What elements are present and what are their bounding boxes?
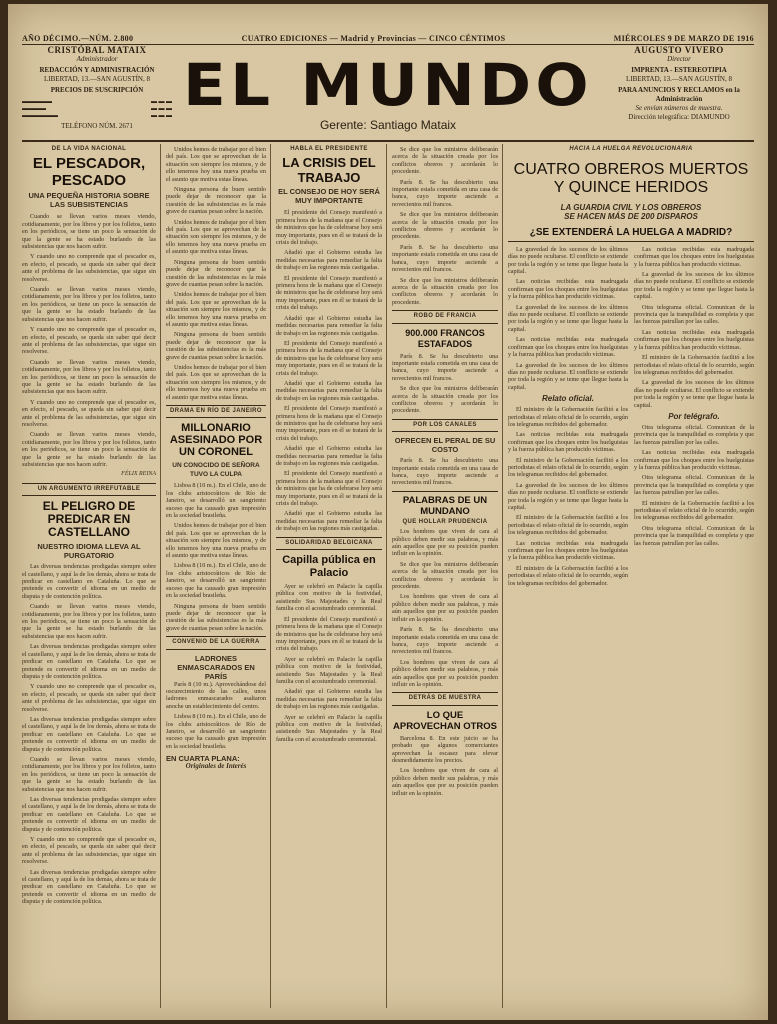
- article-body: El ministro de la Gobernación facilitó a los periodistas el relato oficial de lo ocurrido, según los telegramas recibidos del gobernador.: [508, 456, 628, 479]
- article-body: Las noticias recibidas esta madrugada confirman que los choques entre los huelguistas y la fuerza pública han producido víctimas.: [508, 539, 628, 562]
- kicker: UN ARGUMENTO IRREFUTABLE: [37, 485, 141, 492]
- article-body: Se dice que los ministros deliberarán acerca de la situación creada por los conflictos obreros y acordarán lo procedente.: [392, 276, 498, 306]
- newspaper-page: [8, 4, 768, 1020]
- subheadline: EL CONSEJO DE HOY SERÁ MUY IMPORTANTE: [278, 187, 380, 206]
- masthead-center: [183, 51, 593, 132]
- article-body: Ayer se celebró en Palacio la capilla pública con motivo de la festividad, asistiendo Sus Majestades y la Real familia con el acostumbrado ceremonial.: [276, 655, 382, 685]
- section-break: [392, 310, 498, 323]
- article-body: Ninguna persona de buen sentido puede dejar de reconocer que la cuestión de las subsistencias es la más grave de cuantas pesan sobre la nación.: [166, 186, 266, 216]
- headline: EL PELIGRO DE PREDICAR EN CASTELLANO: [42, 499, 136, 540]
- article-body: Y cuando uno no comprende que el pescador es, en efecto, el pescado, se queda sin saber qué decir ante el problema de las subsistencias, que sigue sin resolverse.: [22, 398, 156, 428]
- article-body: Unidos hemos de trabajar por el bien del país. Los que se aprovechan de la situación son siempre los mismos, y de ello tenemos hoy una nueva prueba en el asunto que motiva estas líneas.: [166, 291, 266, 328]
- issue-number: AÑO DÉCIMO.—NÚM. 2.800: [22, 34, 134, 43]
- article-body: El ministro de la Gobernación facilitó a los periodistas el relato oficial de lo ocurrido, según los telegramas recibidos del gobernador.: [508, 406, 628, 428]
- subheadline: LA GUARDIA CIVIL Y LOS OBREROS: [560, 203, 702, 213]
- administrator-name: CRISTÓBAL MATAIX: [47, 45, 147, 55]
- editorial-address: LIBERTAD, 13.—SAN AGUSTÍN, 8: [44, 75, 150, 83]
- newspaper-title: EL MUNDO: [183, 51, 593, 119]
- article-body: Unidos hemos de trabajar por el bien del país. Los que se aprovechan de la situación son siempre los mismos, y de ello tenemos hoy una nueva prueba en el asunto que motiva estas líneas.: [166, 218, 266, 256]
- section-break: [392, 419, 498, 432]
- subheadline: SE HACEN MÁS DE 200 DISPAROS: [564, 212, 698, 222]
- printing-address: LIBERTAD, 13.—SAN AGUSTÍN, 8: [626, 75, 732, 83]
- footer-label: EN CUARTA PLANA:: [166, 754, 240, 764]
- article-body: Los hombres que viven de cara al público deben medir sus palabras, y más aún aquellos que por su posición pueden influir en la opinión.: [392, 658, 498, 688]
- article-body: Las diversas tendencias prodigadas siempre sobre el castellano, y aquí la de los demás, ahora se trata de predicar en castellano en Cataluña. Lo que se pretende es convertir el idioma en un medio de disputa y de contención política.: [22, 796, 156, 833]
- masthead: [22, 46, 754, 138]
- article-body: Las noticias recibidas esta madrugada confirman que los choques entre los huelguistas y la fuerza pública han producido víctimas.: [508, 431, 628, 454]
- article-body: París 8. Se ha descubierto una importante estafa cometida en una casa de banca, cuyo importe asciende a novecientos mil francos.: [392, 626, 498, 656]
- article-body: El ministro de la Gobernación facilitó a los periodistas el relato oficial de lo ocurrido, según los telegramas recibidos del gobernador.: [508, 514, 628, 537]
- article-body: Se dice que los ministros deliberarán acerca de la situación creada por los conflictos obreros y acordarán lo procedente.: [392, 385, 498, 415]
- section-break: [166, 636, 266, 649]
- article-body: Añadió que el Gobierno estudia las medidas necesarias para remediar la falta de trabajo en las regiones más castigadas.: [276, 249, 382, 272]
- article-body: París 8. Se ha descubierto una importante estafa cometida en una casa de banca, cuyo importe asciende a novecientos mil francos.: [392, 457, 498, 487]
- column-rule: [270, 144, 271, 1008]
- article-body: Y cuando uno no comprende que el pescador es, en efecto, el pescado, se queda sin saber qué decir ante el problema de las subsistencias, que sigue sin resolverse.: [22, 836, 156, 866]
- article-body: Otra telegrama oficial. Comunican de la provincia que la tranquilidad es completa y que las fuerzas patrullan por las calles.: [634, 303, 754, 326]
- kicker: DE LA VIDA NACIONAL: [51, 146, 127, 152]
- headline: PALABRAS DE UN MUNDANO: [392, 491, 498, 517]
- article-body: El presidente del Consejo manifestó a primera hora de la mañana que el Consejo de ministros que ha de celebrarse hoy será muy importante, pues en él se tratará de la crisis del trabajo.: [276, 470, 382, 508]
- kicker: DETRÁS DE MUESTRA: [408, 695, 482, 702]
- article-body: La gravedad de los sucesos de los últimos días no puede ocultarse. El conflicto se extiende por toda la región y se teme que llegue hasta la capital.: [634, 271, 754, 301]
- kicker: ROBO DE FRANCIA: [413, 313, 477, 320]
- kicker: HACIA LA HUELGA REVOLUCIONARIA: [569, 146, 693, 152]
- article-body: Barcelona 8. En este juicio se ha probado que algunos comerciantes aprovechan la escasez para elevar desmedidamente los precios.: [392, 734, 498, 764]
- masthead-left: [22, 46, 172, 131]
- article-body: Los hombres que viven de cara al público deben medir sus palabras, y más aún aquellos que por su posición pueden influir en la opinión.: [392, 767, 498, 797]
- headline: LA CRISIS DEL TRABAJO: [282, 155, 376, 186]
- article-body: Unidos hemos de trabajar por el bien del país. Los que se aprovechan de la situación son siempre los mismos, y de ello tenemos hoy una nueva prueba en el asunto que motiva estas líneas.: [166, 146, 266, 183]
- article-body: Los hombres que viven de cara al público deben medir sus palabras, y más aún aquellos que por su posición pueden influir en la opinión.: [392, 593, 498, 623]
- section-title: Por telégrafo.: [668, 411, 720, 421]
- director-role: Director: [667, 55, 691, 63]
- article-body: Ayer se celebró en Palacio la capilla pública con motivo de la festividad, asistiendo Sus Majestades y la Real familia con el acostumbrado ceremonial.: [276, 583, 382, 613]
- article-body: Las noticias recibidas esta madrugada confirman que los choques entre los huelguistas y la fuerza pública han producido víctimas.: [634, 328, 754, 351]
- kicker: SOLIDARIDAD BELGICANA: [285, 539, 373, 546]
- article-body: Lisboa 8 (10 m.). En el Chile, uno de los clubs aristocráticos de Río de Janeiro, se desarrolló un sangriento suceso que ha causado gran impresión en la sociedad brasileña.: [166, 482, 266, 520]
- article-body: Unidos hemos de trabajar por el bien del país. Los que se aprovechan de la situación son siempre los mismos, y de ello tenemos hoy una nueva prueba en el asunto que motiva estas líneas.: [166, 363, 266, 401]
- issue-date: MIÉRCOLES 9 DE MARZO DE 1916: [613, 34, 754, 43]
- column-3: [276, 146, 382, 746]
- subcolumn-left: [508, 246, 628, 590]
- signature: FÉLIX REINA: [121, 471, 156, 478]
- column-5: [508, 146, 754, 590]
- article-body: Las diversas tendencias prodigadas siempre sobre el castellano, y aquí la de los demás, ahora se trata de predicar en castellano en Cataluña. Lo que se pretende es convertir el idioma en un medio de disputa y de contención política.: [22, 563, 156, 600]
- subscription-prices: PRECIOS DE SUSCRIPCIÓN: [50, 86, 144, 94]
- article-body: Y cuando uno no comprende que el pescador es, en efecto, el pescado, se queda sin saber qué decir ante el problema de las subsistencias, que sigue sin resolverse.: [22, 326, 156, 356]
- article-body: Los hombres que viven de cara al público deben medir sus palabras, y más aún aquellos que por su posición pueden influir en la opinión.: [392, 528, 498, 558]
- article-body: Se dice que los ministros deliberarán acerca de la situación creada por los conflictos obreros y acordarán lo procedente.: [392, 560, 498, 591]
- article-body: Añadió que el Gobierno estudia las medidas necesarias para remediar la falta de trabajo en las regiones más castigadas.: [276, 688, 382, 711]
- divider: [22, 140, 754, 142]
- telegraph-address: Dirección telegráfica: DIAMUNDO: [628, 113, 730, 121]
- column-2: [166, 146, 266, 771]
- kicker: HABLA EL PRESIDENTE: [290, 146, 368, 152]
- article-body: París 8. Se ha descubierto una importante estafa cometida en una casa de banca, cuyo importe asciende a novecientos mil francos.: [392, 178, 498, 208]
- printing-office: IMPRENTA - ESTEREOTIPIA: [631, 66, 727, 74]
- subheadline: NUESTRO IDIOMA LLEVA AL PURGATORIO: [37, 542, 141, 561]
- article-body: El ministro de la Gobernación facilitó a los periodistas el relato oficial de lo ocurrido, según los telegramas recibidos del gobernador.: [634, 354, 754, 376]
- article-body: Y cuando uno no comprende que el pescador es, en efecto, el pescado, se queda sin saber qué decir ante el problema de las subsistencias, que sigue sin resolverse.: [22, 253, 156, 283]
- article-body: Ninguna persona de buen sentido puede dejar de reconocer que la cuestión de las subsistencias es la más grave de cuantas pesan sobre la nación.: [166, 258, 266, 288]
- administrator-role: Administrador: [76, 55, 118, 63]
- column-rule: [502, 144, 503, 1008]
- article-body: París 8. Se ha descubierto una importante estafa cometida en una casa de banca, cuyo importe asciende a novecientos mil francos.: [392, 243, 498, 274]
- footer-note: Originales de Interés: [185, 762, 247, 771]
- ads-info: PARA ANUNCIOS Y RECLAMOS en la Administración: [618, 86, 740, 103]
- article-body: Añadió que el Gobierno estudia las medidas necesarias para remediar la falta de trabajo en las regiones más castigadas.: [276, 379, 382, 402]
- article-body: Añadió que el Gobierno estudia las medidas necesarias para remediar la falta de trabajo en las regiones más castigadas.: [276, 314, 382, 337]
- article-body: Las noticias recibidas esta madrugada confirman que los choques entre los huelguistas y la fuerza pública han producido víctimas.: [508, 336, 628, 359]
- phone-number: TELÉFONO NÚM. 2671: [61, 122, 133, 130]
- article-body: El ministro de la Gobernación facilitó a los periodistas el relato oficial de lo ocurrido, según los telegramas recibidos del gobernador.: [634, 499, 754, 522]
- section-break: [166, 405, 266, 418]
- article-body: Añadió que el Gobierno estudia las medidas necesarias para remediar la falta de trabajo en las regiones más castigadas.: [276, 510, 382, 533]
- price-table: ▬▬▬▬▬ ▬ ▬ ▬ ▬▬▬▬ ▬ ▬ ▬ ▬▬▬▬▬▬ ▬ ▬ ▬: [22, 99, 172, 119]
- column-1: [22, 146, 156, 909]
- kicker: POR LOS CANALES: [413, 421, 477, 428]
- article-body: Lisboa 8 (10 m.). En el Chile, uno de los clubs aristocráticos de Río de Janeiro, se desarrolló un sangriento suceso que ha causado gran impresión en la sociedad brasileña.: [166, 713, 266, 750]
- article-body: Otra telegrama oficial. Comunican de la provincia que la tranquilidad es completa y que las fuerzas patrullan por las calles.: [634, 423, 754, 446]
- column-rule: [160, 144, 161, 1008]
- column-rule: [386, 144, 387, 1008]
- article-body: Ninguna persona de buen sentido puede dejar de reconocer que la cuestión de las subsistencias es la más grave de cuantas pesan sobre la nación.: [166, 331, 266, 361]
- article-body: El presidente del Consejo manifestó a primera hora de la mañana que el Consejo de ministros que ha de celebrarse hoy será muy importante, pues en él se tratará de la crisis del trabajo.: [276, 405, 382, 442]
- article-body: Y cuando uno no comprende que el pescador es, en efecto, el pescado, se queda sin saber qué decir ante el problema de las subsistencias, que sigue sin resolverse.: [22, 683, 156, 713]
- article-body: Se dice que los ministros deliberarán acerca de la situación creada por los conflictos obreros y acordarán lo procedente.: [392, 211, 498, 241]
- kicker: CONVENIO DE LA GUERRA: [172, 639, 260, 646]
- article-body: Las noticias recibidas esta madrugada confirman que los choques entre los huelguistas y la fuerza pública han producido víctimas.: [508, 278, 628, 301]
- article-body: El presidente del Consejo manifestó a primera hora de la mañana que el Consejo de ministros que ha de celebrarse hoy será muy importante, pues en él se tratará de la crisis del trabajo.: [276, 209, 382, 247]
- article-body: El presidente del Consejo manifestó a primera hora de la mañana que el Consejo de ministros que ha de celebrarse hoy será muy importante, pues en él se tratará de la crisis del trabajo.: [276, 274, 382, 312]
- kicker: DRAMA EN RÍO DE JANEIRO: [170, 408, 262, 414]
- article-body: Cuando se llevan varios meses viendo, cotidianamente, por los libros y por los folletos, tanto en los periódicos, se tiene un poco la sensación de que la gente se ha estado burlando de las subsistencias que nos hacen sufrir.: [22, 358, 156, 396]
- headline: LO QUE APROVECHAN OTROS: [393, 709, 497, 732]
- top-line: [22, 34, 754, 43]
- article-body: Añadió que el Gobierno estudia las medidas necesarias para remediar la falta de trabajo en las regiones más castigadas.: [276, 445, 382, 467]
- article-body: Cuando se llevan varios meses viendo, cotidianamente, por los libros y por los folletos, tanto en los periódicos, se tiene un poco la sensación de que la gente se ha estado burlando de las subsistencias que nos hacen sufrir.: [22, 603, 156, 640]
- article-body: Las diversas tendencias prodigadas siempre sobre el castellano, y aquí la de los demás, ahora se trata de predicar en castellano en Cataluña. Lo que se pretende es convertir el idioma en un medio de disputa y de contención política.: [22, 643, 156, 680]
- article-body: La gravedad de los sucesos de los últimos días no puede ocultarse. El conflicto se extiende por toda la región y se teme que llegue hasta la capital.: [508, 245, 628, 276]
- article-body: El presidente del Consejo manifestó a primera hora de la mañana que el Consejo de ministros que ha de celebrarse hoy será muy importante, pues en él se tratará de la crisis del trabajo.: [276, 615, 382, 653]
- article-body: Unidos hemos de trabajar por el bien del país. Los que se aprovechan de la situación son siempre los mismos, y de ello tenemos hoy una nueva prueba en el asunto que motiva estas líneas.: [166, 522, 266, 560]
- article-body: Lisboa 8 (10 m.). En el Chile, uno de los clubs aristocráticos de Río de Janeiro, se desarrolló un sangriento suceso que ha causado gran impresión en la sociedad brasileña.: [166, 562, 266, 600]
- article-body: París 8 (10 m.). Aprovechándose del oscurecimiento de las calles, unos ladrones enmascarados asaltaron anoche un establecimiento del centro.: [166, 680, 266, 710]
- article-body: Otra telegrama oficial. Comunican de la provincia que la tranquilidad es completa y que las fuerzas patrullan por las calles.: [634, 524, 754, 547]
- subheadline: UN CONOCIDO DE SEÑORA TUVO LA CULPA: [172, 462, 260, 479]
- article-body: Se dice que los ministros deliberarán acerca de la situación creada por los conflictos obreros y acordarán lo procedente.: [392, 146, 498, 176]
- headline: ¿SE EXTENDERÁ LA HUELGA A MADRID?: [508, 229, 754, 241]
- editorial-office: REDACCIÓN Y ADMINISTRACIÓN: [39, 66, 155, 74]
- headline: LADRONES ENMASCARADOS EN PARÍS: [177, 653, 255, 681]
- article-body: El presidente del Consejo manifestó a primera hora de la mañana que el Consejo de ministros que ha de celebrarse hoy será muy importante, pues en él se tratará de la crisis del trabajo.: [276, 339, 382, 377]
- headline: Capilla pública en Palacio: [282, 554, 376, 580]
- section-break: [392, 692, 498, 705]
- headline: CUATRO OBREROS MUERTOS Y QUINCE HERIDOS: [513, 161, 749, 197]
- article-body: Las noticias recibidas esta madrugada confirman que los choques entre los huelguistas y la fuerza pública han producido víctimas.: [634, 449, 754, 471]
- article-body: Cuando se llevan varios meses viendo, cotidianamente, por los libros y por los folletos, tanto en los periódicos, se tiene un poco la sensación de que la gente se ha estado burlando de las subsistencias que nos hacen sufrir.: [22, 431, 156, 468]
- article-body: Las diversas tendencias prodigadas siempre sobre el castellano, y aquí la de los demás, ahora se trata de predicar en castellano en Cataluña. Lo que se pretende es convertir el idioma en un medio de disputa y de contención política.: [22, 715, 156, 753]
- sample-info: Se envían números de muestra.: [635, 104, 723, 112]
- article-body: Ninguna persona de buen sentido puede dejar de reconocer que la cuestión de las subsistencias es la más grave de cuantas pesan sobre la nación.: [166, 602, 266, 632]
- headline: 900.000 FRANCOS ESTAFADOS: [405, 327, 485, 349]
- article-body: Otra telegrama oficial. Comunican de la provincia que la tranquilidad es completa y que las fuerzas patrullan por las calles.: [634, 474, 754, 497]
- masthead-right: [604, 46, 754, 122]
- article-body: La gravedad de los sucesos de los últimos días no puede ocultarse. El conflicto se extiende por toda la región y se teme que llegue hasta la capital.: [508, 361, 628, 391]
- article-body: Cuando se llevan varios meses viendo, cotidianamente, por los libros y por los folletos, tanto en los periódicos, se tiene un poco la sensación de que la gente se ha estado burlando de las subsistencias que nos hacen sufrir.: [22, 213, 156, 251]
- article-body: La gravedad de los sucesos de los últimos días no puede ocultarse. El conflicto se extiende por toda la región y se teme que llegue hasta la capital.: [508, 303, 628, 333]
- article-body: Las diversas tendencias prodigadas siempre sobre el castellano, y aquí la de los demás, ahora se trata de predicar en castellano en Cataluña. Lo que se pretende es convertir el idioma en un medio de disputa y de contención política.: [22, 868, 156, 906]
- article-body: La gravedad de los sucesos de los últimos días no puede ocultarse. El conflicto se extiende por toda la región y se teme que llegue hasta la capital.: [634, 379, 754, 409]
- article-body: París 8. Se ha descubierto una importante estafa cometida en una casa de banca, cuyo importe asciende a novecientos mil francos.: [392, 352, 498, 382]
- director-name: AUGUSTO VIVERO: [634, 45, 724, 55]
- section-break: [276, 537, 382, 550]
- two-column-text: [508, 246, 754, 590]
- article-body: El ministro de la Gobernación facilitó a los periodistas el relato oficial de lo ocurrido, según los telegramas recibidos del gobernador.: [508, 564, 628, 587]
- section-break: [22, 483, 156, 496]
- section-title: Relato oficial.: [541, 394, 594, 404]
- editions-price: CUATRO EDICIONES — Madrid y Provincias — CINCO CÉNTIMOS: [241, 34, 506, 43]
- article-body: La gravedad de los sucesos de los últimos días no puede ocultarse. El conflicto se extiende por toda la región y se teme que llegue hasta la capital.: [508, 481, 628, 511]
- headline: MILLONARIO ASESINADO POR UN CORONEL: [169, 422, 263, 459]
- article-body: Cuando se llevan varios meses viendo, cotidianamente, por los libros y por los folletos, tanto en los periódicos, se tiene un poco la sensación de que la gente se ha estado burlando de las subsistencias que nos hacen sufrir.: [22, 286, 156, 323]
- subcolumn-right: [634, 246, 754, 590]
- headline: EL PESCADOR, PESCADO: [32, 155, 146, 190]
- article-body: Las noticias recibidas esta madrugada confirman que los choques entre los huelguistas y la fuerza pública han producido víctimas.: [634, 245, 754, 268]
- article-body: Cuando se llevan varios meses viendo, cotidianamente, por los libros y por los folletos, tanto en los periódicos, se tiene un poco la sensación de que la gente se ha estado burlando de las subsistencias que nos hacen sufrir.: [22, 755, 156, 793]
- subheadline: QUE HOLLAR PRUDENCIA: [402, 518, 488, 525]
- manager-line: Gerente: Santiago Mataix: [319, 118, 457, 132]
- headline: OFRECEN EL PERAL DE SU COSTO: [394, 436, 496, 455]
- column-4: [392, 146, 498, 800]
- subheadline: UNA PEQUEÑA HISTORIA SOBRE LAS SUBSISTENCIAS: [28, 191, 150, 210]
- article-body: Ayer se celebró en Palacio la capilla pública con motivo de la festividad, asistiendo Sus Majestades y la Real familia con el acostumbrado ceremonial.: [276, 713, 382, 743]
